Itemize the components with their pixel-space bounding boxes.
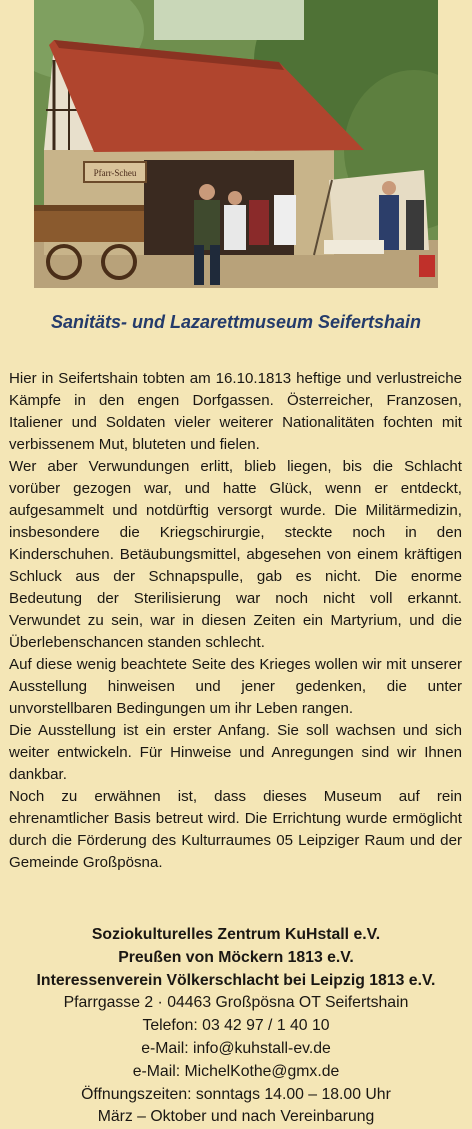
contact-block [0, 924, 472, 1129]
body-text [9, 368, 462, 874]
season: März – Oktober und nach Vereinbarung [97, 1108, 375, 1126]
org-name: Preußen von Möckern 1813 e.V. [118, 948, 354, 966]
email: e-Mail: info@kuhstall-ev.de [141, 1039, 331, 1057]
paragraph: Wer aber Verwundungen erlitt, blieb liegen, bis die Schlacht vorüber gezogen war, und hatte Glück, wenn er entdeckt, aufgesammelt und notdürftig versorgt wurde. Die Militärmedizin, insbesondere die Kriegschirurgie, steckte noch in den Kinderschuhen. Betäubungsmittel, abgesehen von einem kräftigen Schluck aus der Schnapspulle, gab es nicht. Die enorme Bedeutung der Sterilisierung war noch nicht voll erkannt. Verwundet zu sein, war in diesen Zeiten ein Martyrium, und die Überlebenschancen standen schlecht. [9, 458, 462, 651]
page-title: Sanitäts- und Lazarettmuseum Seifertshain [50, 312, 422, 332]
phone: Telefon: 03 42 97 / 1 40 10 [142, 1017, 330, 1035]
org-name: Soziokulturelles Zentrum KuHstall e.V. [91, 926, 381, 943]
email: e-Mail: MichelKothe@gmx.de [132, 1062, 340, 1080]
paragraph: Auf diese wenig beachtete Seite des Krieges wollen wir mit unserer Ausstellung hinweisen und jener gedenken, die unter unvorstellbaren Bedingungen um ihr Leben rangen. [9, 656, 462, 717]
museum-photo [34, 0, 438, 288]
paragraph: Noch zu erwähnen ist, dass dieses Museum auf rein ehrenamtlicher Basis betreut wird. Die Errichtung wurde ermöglicht durch die Förderung des Kulturraumes 05 Leipziger Raum und der Gemeinde Großpösna. [9, 788, 462, 871]
address: Pfarrgasse 2 · 04463 Großpösna OT Seifertshain [63, 994, 409, 1012]
paragraph: Hier in Seifertshain tobten am 16.10.1813 heftige und verlustreiche Kämpfe in den engen Dorfgassen. Österreicher, Franzosen, Italiener und Soldaten vieler weiterer Nationalitäten fochten mit verbissenem Mut, bluteten und fielen. [9, 370, 462, 453]
paragraph: Die Ausstellung ist ein erster Anfang. Sie soll wachsen und sich weiter entwickeln. Für Hinweise und Anregungen sind wir Ihnen dankbar. [9, 722, 462, 783]
opening-hours: Öffnungszeiten: sonntags 14.00 – 18.00 Uhr [81, 1085, 391, 1103]
org-name: Interessenverein Völkerschlacht bei Leipzig 1813 e.V. [36, 971, 436, 989]
barn-sign-text: Pfarr-Scheu [93, 168, 137, 178]
